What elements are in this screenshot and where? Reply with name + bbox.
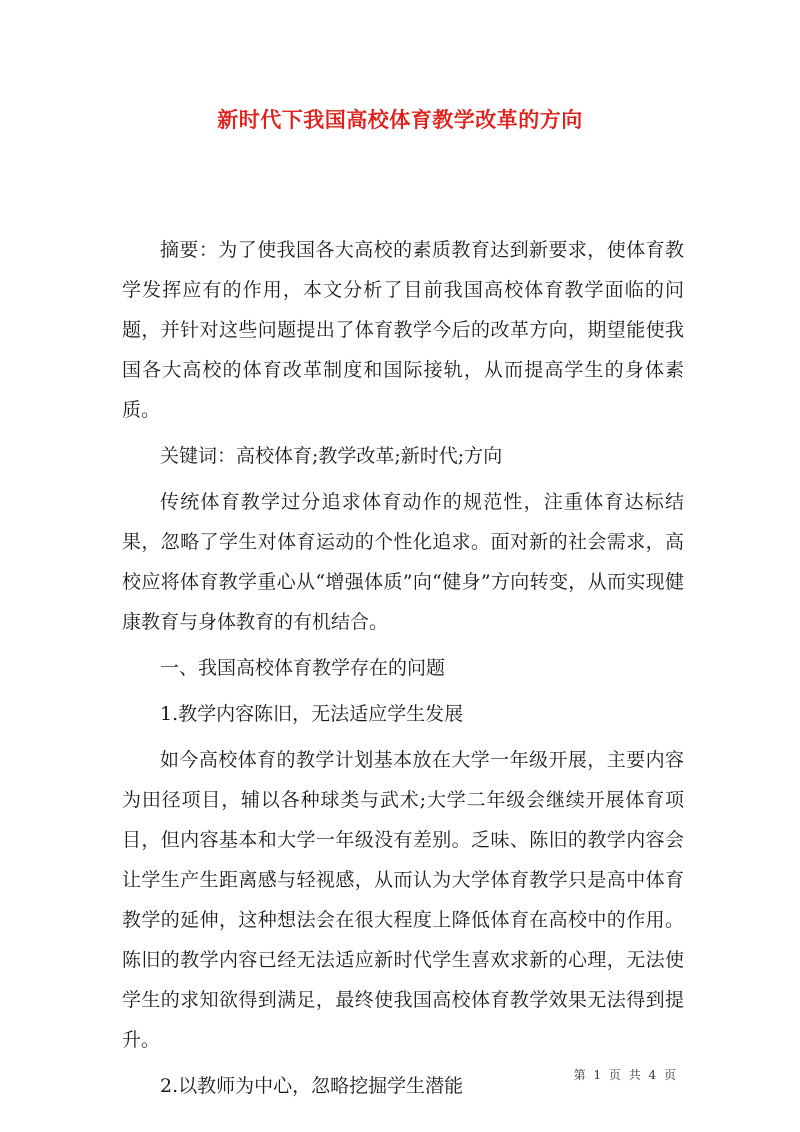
keywords-paragraph: 关键词：高校体育;教学改革;新时代;方向	[160, 445, 503, 467]
document-body	[122, 230, 684, 1112]
subsection-heading: 2.以教师为中心，忽略挖掘学生潜能	[160, 1075, 464, 1097]
page-number: 第 1 页 共 4 页	[573, 1068, 678, 1082]
abstract-paragraph: 摘要：为了使我国各大高校的素质教育达到新要求，使体育教学发挥应有的作用，本文分析了目前我国高校体育教学面临的问题，并针对这些问题提出了体育教学今后的改革方向，期望能使我国各大高校的体育改革制度和国际接轨，从而提高学生的身体素质。	[122, 239, 684, 421]
body-paragraph: 如今高校体育的教学计划基本放在大学一年级开展，主要内容为田径项目，辅以各种球类与武术;大学二年级会继续开展体育项目，但内容基本和大学一年级没有差别。乏味、陈旧的教学内容会让学生产生距离感与轻视感，从而认为大学体育教学只是高中体育教学的延伸，这种想法会在很大程度上降低体育在高校中的作用。陈旧的教学内容已经无法适应新时代学生喜欢求新的心理，无法使学生的求知欲得到满足，最终使我国高校体育教学效果无法得到提升。	[122, 749, 684, 1051]
section-heading: 一、我国高校体育教学存在的问题	[160, 657, 446, 679]
document-title: 新时代下我国高校体育教学改革的方向	[217, 107, 583, 132]
subsection-heading: 1.教学内容陈旧，无法适应学生发展	[160, 703, 464, 725]
intro-paragraph: 传统体育教学过分追求体育动作的规范性，注重体育达标结果，忽略了学生对体育运动的个性化追求。面对新的社会需求，高校应将体育教学重心从“增强体质”向“健身”方向转变，从而实现健康教育与身体教育的有机结合。	[122, 491, 684, 633]
